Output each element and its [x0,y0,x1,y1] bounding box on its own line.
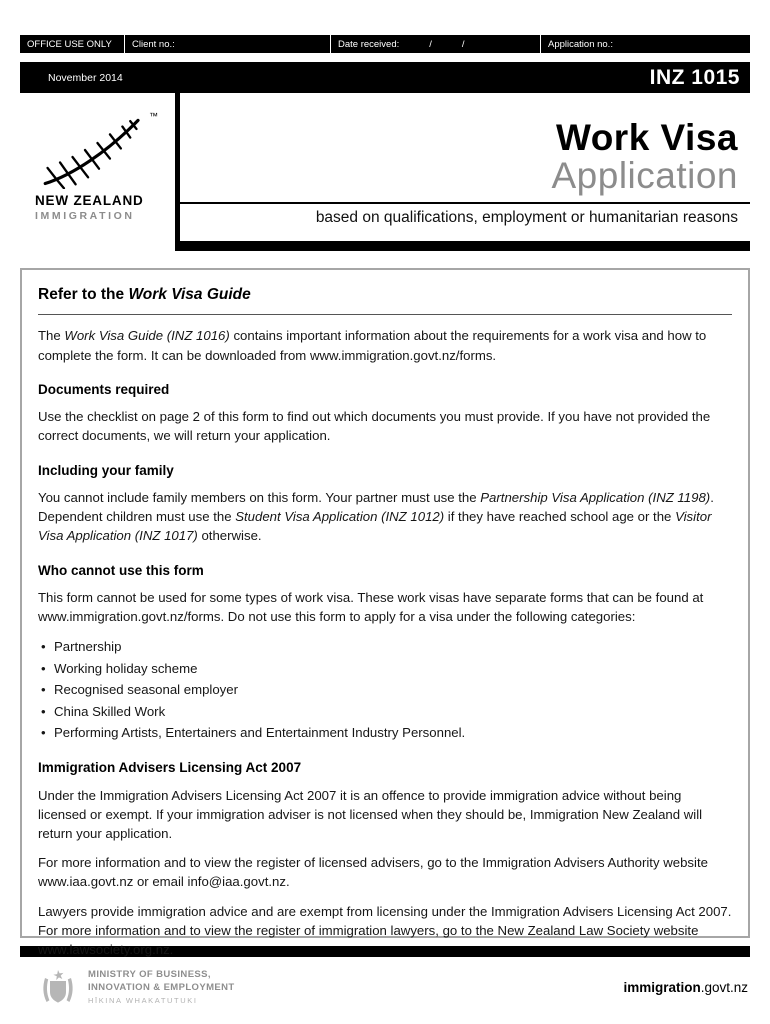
masthead [20,93,750,251]
brand-division: IMMIGRATION [35,210,135,222]
section-heading-advisers: Immigration Advisers Licensing Act 2007 [38,760,302,776]
page-footer [20,966,750,1008]
list-item: • Performing Artists, Entertainers and Entertainment Industry Personnel. [41,722,732,743]
client-no-field [124,35,330,53]
paragraph-advisers-2: For more information and to view the register of licensed advisers, go to the Immigration Advisers Authority website www.iaa.govt.nz or email info@iaa.govt.nz. [38,855,708,890]
form-code: INZ 1015 [649,65,740,89]
list-item: • Working holiday scheme [41,658,732,679]
form-title-line1: Work Visa [555,117,738,158]
fern-logo [35,111,158,189]
immigration-website [623,980,750,995]
website-bold-part: immigration [623,979,701,995]
trademark-symbol: ™ [149,111,158,121]
website-rest-part: .govt.nz [700,979,748,995]
coat-of-arms-icon [38,966,78,1008]
client-no-label: Client no.: [132,38,175,50]
ministry-name-line1: MINISTRY OF BUSINESS, [88,969,211,981]
form-header-bar [20,62,750,93]
date-received-field [330,35,540,53]
date-received-label: Date received: [338,38,400,50]
paragraph-family: You cannot include family members on this form. Your partner must use the Partnership Visa Application (INZ 1198). Dependent children must use the Student Visa Application (INZ 1012) if they have reached school age or the Visitor Visa Application (INZ 1017) otherwise. [38,490,714,544]
fern-icon [35,111,149,189]
issue-date: November 2014 [48,71,123,84]
section-heading-documents: Documents required [38,381,170,397]
paragraph-advisers-1: Under the Immigration Advisers Licensing Act 2007 it is an offence to provide immigration advice without being licensed or exempt. If your immigration adviser is not licensed when they should be, Immigration New Zealand will return your application. [38,787,703,842]
ministry-block [88,969,235,1005]
list-item: • Recognised seasonal employer [41,679,732,700]
nz-immigration-logo [20,93,175,251]
form-title-line2: Application [551,155,738,196]
ministry-tagline: HĪKINA WHAKATUTUKI [88,995,198,1005]
office-use-text: OFFICE USE ONLY [27,38,112,50]
category-list [41,636,732,743]
masthead-bottom-bar [180,241,750,251]
intro-paragraph: The Work Visa Guide (INZ 1016) contains important information about the requirements for a work visa and how to complete the form. It can be downloaded from www.immigration.govt.nz/forms. [38,328,707,363]
form-subtitle: based on qualifications, employment or humanitarian reasons [315,209,738,227]
application-no-label: Application no.: [548,38,613,50]
list-item: • China Skilled Work [41,701,732,722]
ministry-name-line2: INNOVATION & EMPLOYMENT [88,981,235,993]
application-no-field [540,35,750,53]
heading-rule [38,314,732,315]
office-use-bar [20,35,750,53]
list-item: • Partnership [41,636,732,657]
paragraph-advisers-3: Lawyers provide immigration advice and are exempt from licensing under the Immigration Advisers Licensing Act 2007. For more information and to view the register of immigration lawyers, go to the New Zealand Law Society website www.lawsociety.org.nz. [38,903,732,957]
paragraph-who-cannot: This form cannot be used for some types of work visa. These work visas have separate forms that can be found at www.immigration.govt.nz/forms. Do not use this form to apply for a visa under the following categories: [38,590,704,625]
title-block [180,93,750,251]
paragraph-documents: Use the checklist on page 2 of this form to find out which documents you must provide. If you have not provided the correct documents, we will return your application. [38,409,711,444]
guide-box [20,268,750,957]
date-separator: / [429,38,432,50]
date-separator: / [461,38,465,50]
office-use-label [20,35,124,53]
brand-name: NEW ZEALAND [35,193,144,208]
box-heading: Refer to the Work Visa Guide [38,286,251,303]
section-heading-family: Including your family [38,462,174,478]
section-heading-who-cannot: Who cannot use this form [38,562,204,578]
